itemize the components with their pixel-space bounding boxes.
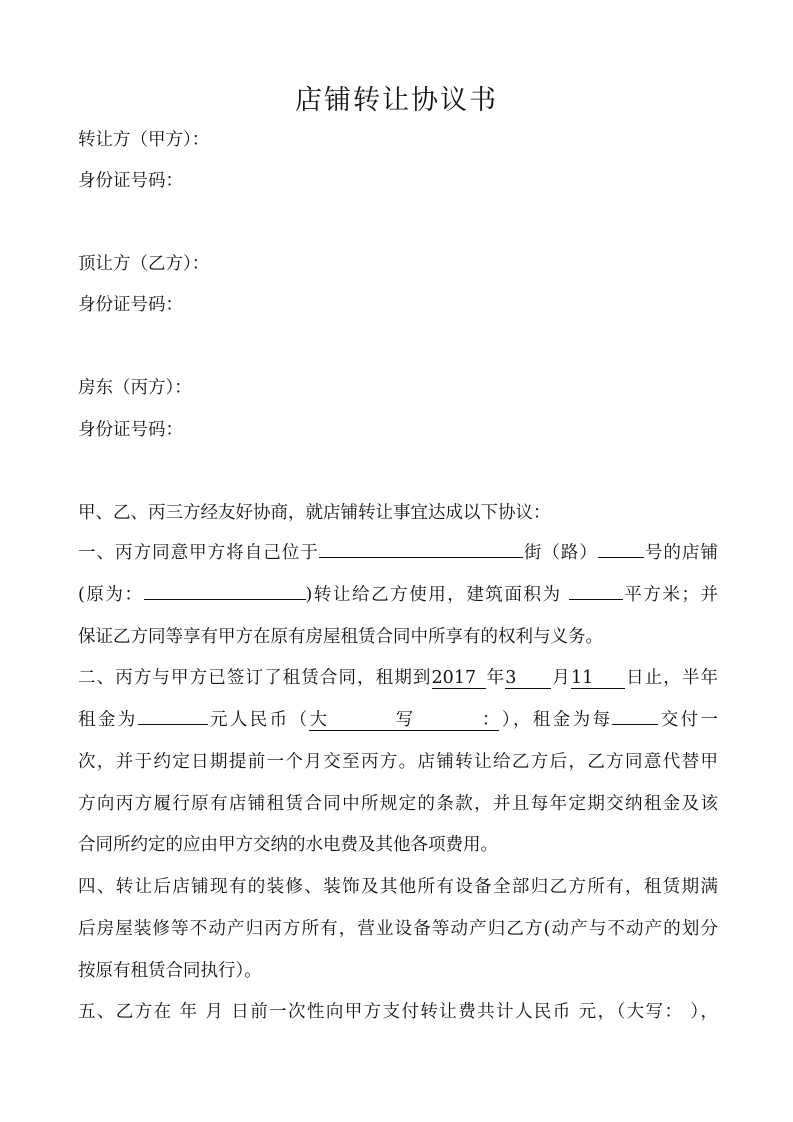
payment-frequency-blank — [612, 724, 658, 725]
party-c-label: 房东（丙方）： — [78, 378, 192, 398]
clause-4-line-1: 四、转让后店铺现有的装修、装饰及其他所有设备全部归乙方所有，租赁期满 — [78, 877, 718, 897]
party-b-label: 顶让方（乙方）： — [78, 254, 210, 274]
clause-2-line-3: 次，并于约定日期提前一个月交至丙方。店铺转让给乙方后，乙方同意代替甲 — [78, 752, 718, 772]
lease-end-year: 2017 — [432, 668, 486, 689]
clause-2-line-2: 租金为 元人民币（大写：），租金为每 交付一 — [78, 710, 719, 730]
original-use-blank — [144, 599, 306, 600]
clause-2-line-5: 合同所约定的应由甲方交纳的水电费及其他各项费用。 — [78, 835, 498, 855]
clause-2-line-4: 方向丙方履行原有店铺租赁合同中所规定的条款，并且每年定期交纳租金及该 — [78, 794, 718, 814]
clause-1-line-3: 保证乙方同等享有甲方在原有房屋租赁合同中所享有的权利与义务。 — [78, 627, 603, 647]
party-c-id-label: 身份证号码： — [78, 420, 183, 440]
lease-end-day: 11 — [571, 668, 625, 689]
rent-uppercase-blank: 大写： — [309, 710, 500, 730]
rent-amount-blank — [138, 724, 208, 725]
lease-end-month: 3 — [505, 668, 551, 689]
document-title: 店铺转让协议书 — [295, 85, 498, 116]
intro-paragraph: 甲、乙、丙三方经友好协商，就店铺转让事宜达成以下协议： — [78, 503, 551, 523]
clause-2-line-1: 二、丙方与甲方已签订了租赁合同，租期到2017 年3 月11 日止，半年 — [78, 668, 719, 688]
area-blank — [569, 599, 623, 600]
number-blank — [598, 557, 644, 558]
clause-4-line-2: 后房屋装修等不动产归丙方所有，营业设备等动产归乙方(动产与不动产的划分 — [78, 919, 718, 939]
clause-4-line-3: 按原有租赁合同执行）。 — [78, 961, 262, 981]
party-a-label: 转让方（甲方）： — [78, 130, 210, 150]
party-b-id-label: 身份证号码： — [78, 295, 183, 315]
clause-1-line-2: (原为： )转让给乙方使用，建筑面积为 平方米；并 — [78, 585, 719, 605]
clause-1-line-1: 一、丙方同意甲方将自己位于 街（路） 号的店铺 — [78, 543, 719, 563]
street-blank — [319, 557, 523, 558]
party-a-id-label: 身份证号码： — [78, 171, 183, 191]
clause-5-line-1: 五、乙方在 年 月 日前一次性向甲方支付转让费共计人民币 元，（大写： ）， — [78, 1002, 718, 1022]
